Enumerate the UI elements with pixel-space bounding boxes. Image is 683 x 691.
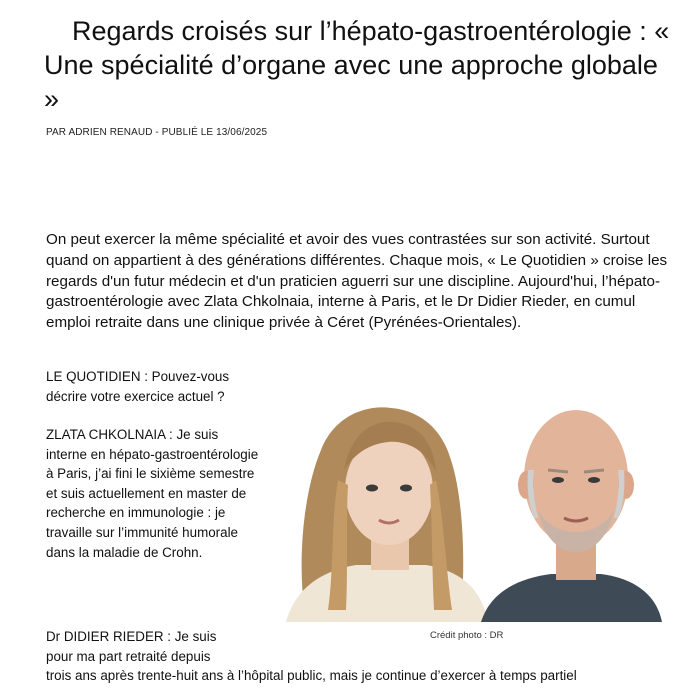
interview-question-1: LE QUOTIDIEN : Pouvez-vous décrire votre exercice actuel ? (46, 369, 230, 404)
answer-didier-text: Dr DIDIER RIEDER : Je suis pour ma part retraité depuis trois ans après trente-huit ans à l’hôpital public, mais je continue d’exercer à temps partiel (46, 629, 577, 684)
photo-credit: Crédit photo : DR (430, 630, 504, 641)
interview-answer-zlata: ZLATA CHKOLNAIA : Je suis interne en hépato-gastroentérologie à Paris, j’ai fini le sixième semestre et suis actuellement en master de recherche en immunologie : je travaille sur l’immunité humorale dans la maladie de Crohn. (46, 427, 259, 560)
article-byline: PAR ADRIEN RENAUD - PUBLIÉ LE 13/06/2025 (46, 127, 268, 138)
portrait-photos (276, 400, 662, 622)
article-intro: On peut exercer la même spécialité et avoir des vues contrastées sur son activité. Surtout quand on appartient à des générations différentes. Chaque mois, « Le Quotidien » croise les regards d'un futur médecin et d'un praticien aguerri sur une discipline. Aujourd'hui, l’hépato-gastroentérologie avec Zlata Chkolnaia, interne à Paris, et le Dr Didier Rieder, en cumul emploi retraite dans une clinique privée à Céret (Pyrénées-Orientales). (46, 231, 668, 332)
interview-answer-didier (46, 627, 676, 686)
article-title: Regards croisés sur l’hépato-gastroentérologie : « Une spécialité d’organe avec une approche globale » (44, 16, 670, 114)
